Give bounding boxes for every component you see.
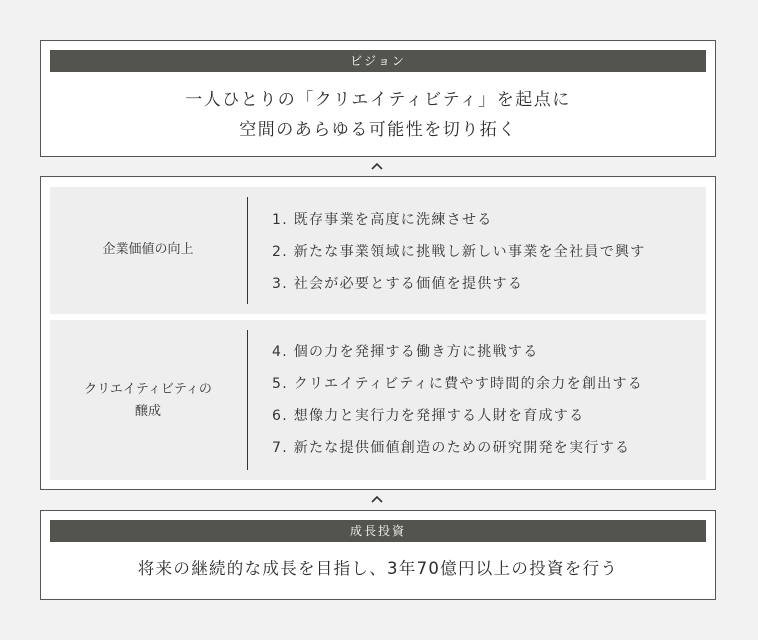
divider [247, 197, 248, 304]
caret-up-icon [370, 161, 384, 171]
group-creativity [50, 320, 706, 480]
group-label [50, 239, 246, 261]
group-corporate-value [50, 187, 706, 314]
list-item: 4. 個の力を発揮する働き方に挑戦する [272, 344, 539, 360]
vision-box [40, 40, 716, 157]
group-items [272, 204, 698, 300]
investment-statement: 将来の継続的な成長を目指し、3年70億円以上の投資を行う [137, 559, 619, 578]
group-label-line: 企業価値の向上 [102, 242, 194, 257]
list-item: 6. 想像力と実行力を発揮する人財を育成する [272, 408, 585, 424]
list-item: 2. 新たな事業領域に挑戦し新しい事業を全社員で興す [272, 244, 646, 260]
divider [247, 330, 248, 470]
caret-up-icon [370, 494, 384, 504]
strategy-box [40, 176, 716, 490]
list-item: 1. 既存事業を高度に洗練させる [272, 212, 493, 228]
vision-line-1: 一人ひとりの「クリエイティビティ」を起点に [185, 90, 571, 110]
list-item: 7. 新たな提供価値創造のための研究開発を実行する [272, 440, 631, 456]
vision-statement [41, 85, 715, 145]
list-item: 5. クリエイティビティに費やす時間的余力を創出する [272, 376, 644, 392]
investment-header: 成長投資 [50, 520, 706, 542]
group-label-line: クリエイティビティの [84, 382, 212, 397]
vision-header: ビジョン [50, 50, 706, 72]
list-item: 3. 社会が必要とする価値を提供する [272, 276, 524, 292]
group-items [272, 336, 698, 464]
investment-box [40, 510, 716, 600]
group-label-line: 醸成 [134, 404, 161, 419]
group-label [50, 379, 246, 423]
vision-line-2: 空間のあらゆる可能性を切り拓く [239, 120, 517, 140]
